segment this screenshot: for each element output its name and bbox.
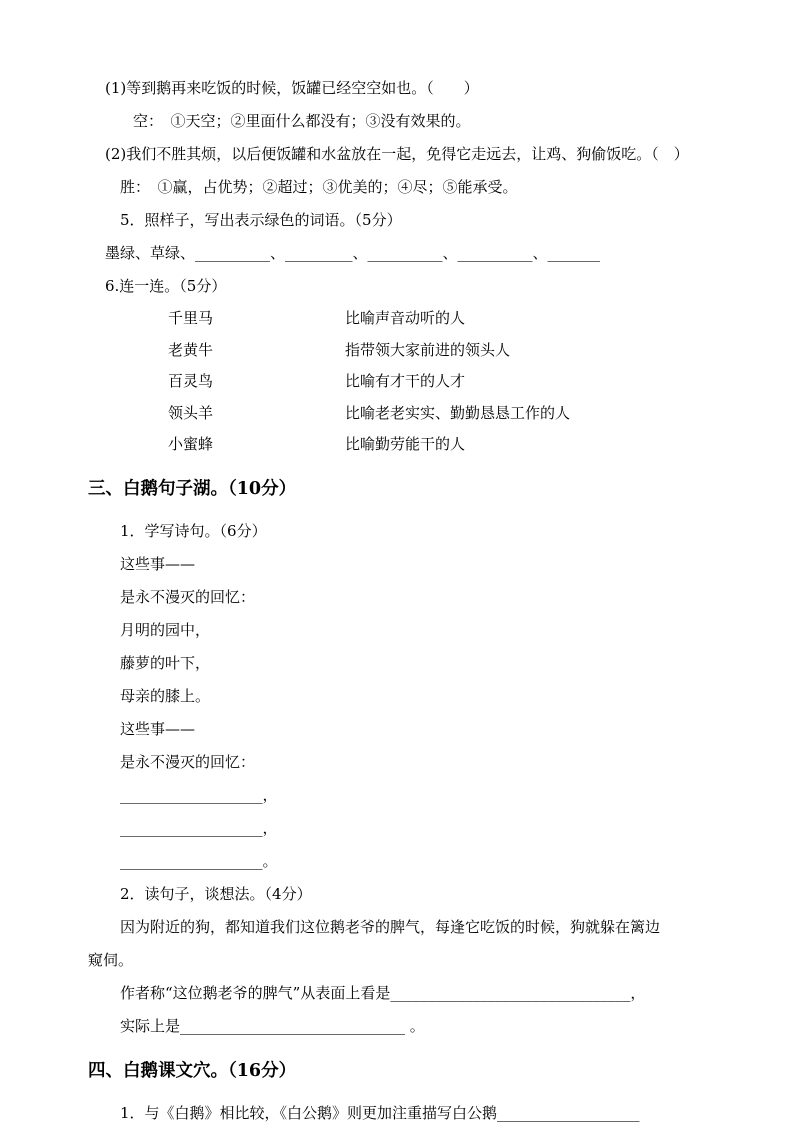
poem-line: 月明的园中， [120,620,211,639]
q5-answer-blanks: 墨绿、草绿、__________、_________、__________、__________、_______ [105,244,601,262]
q4-part1-options: 空： ①天空；②里面什么都没有；③没有效果的。 [133,112,471,130]
q6-title: 6.连一连。（5分） [105,277,227,295]
s3-q1-title: 1．学写诗句。（6分） [120,521,267,540]
poem-line: 是永不漫灭的回忆： [120,587,256,606]
q4-part1-sentence: (1)等到鹅再来吃饭的时候，饭罐已经空空如也。（ ） [105,79,479,97]
match-term: 千里马 [168,309,214,327]
poem-line: 母亲的膝上。 [120,686,211,705]
poem-line: 这些事—— [120,719,196,738]
poem-line: 是永不漫灭的回忆： [120,752,256,771]
match-definition: 比喻声音动听的人 [345,309,466,327]
s3-q2-answer-line1: 作者称“这位鹅老爷的脾气”从表面上看是________________________________， [120,983,646,1002]
section3-heading: 三、白鹅句子湖。（10分） [88,478,297,499]
s3-q2-passage-line2: 窥伺。 [88,950,134,969]
match-term: 老黄牛 [168,340,214,359]
s3-q2-answer-line2: 实际上是______________________________ 。 [120,1016,425,1035]
match-term: 百灵鸟 [168,372,214,390]
match-definition: 比喻勤劳能干的人 [345,435,466,453]
match-term: 小蜜蜂 [168,435,214,453]
match-row [168,366,703,398]
s4-q1-line: 1．与《白鹅》相比较，《白公鹅》则更加注重描写白公鹅___________________ [120,1103,640,1122]
poem-line: 藤萝的叶下， [120,653,211,672]
q4-part2-options: 胜： ①赢，占优势；②超过；③优美的；④尽；⑤能承受。 [120,178,518,196]
poem-blank-line: ___________________， [120,818,278,837]
match-row [168,303,703,335]
s3-q2-title: 2．读句子，谈想法。（4分） [120,884,312,903]
match-row [168,335,703,367]
q4-part2-sentence: (2)我们不胜其烦，以后便饭罐和水盆放在一起，免得它走远去，让鸡、狗偷饭吃。（ ） [105,145,689,163]
section4-heading: 四、白鹅课文穴。（16分） [88,1060,297,1081]
q5-title: 5．照样子，写出表示绿色的词语。（5分） [120,211,402,229]
match-term: 领头羊 [168,403,214,422]
poem-blank-line: ___________________。 [120,851,278,870]
match-row [168,398,703,430]
poem-blank-line: ___________________， [120,785,278,804]
poem-line: 这些事—— [120,554,196,573]
match-row [168,429,703,461]
s3-q2-passage-line1: 因为附近的狗，都知道我们这位鹅老爷的脾气，每逢它吃饭的时候，狗就躲在篱边 [120,917,661,936]
match-definition: 比喻老老实实、勤勤恳恳工作的人 [345,403,571,422]
match-definition: 指带领大家前进的领头人 [345,340,511,359]
match-definition: 比喻有才干的人才 [345,372,466,390]
